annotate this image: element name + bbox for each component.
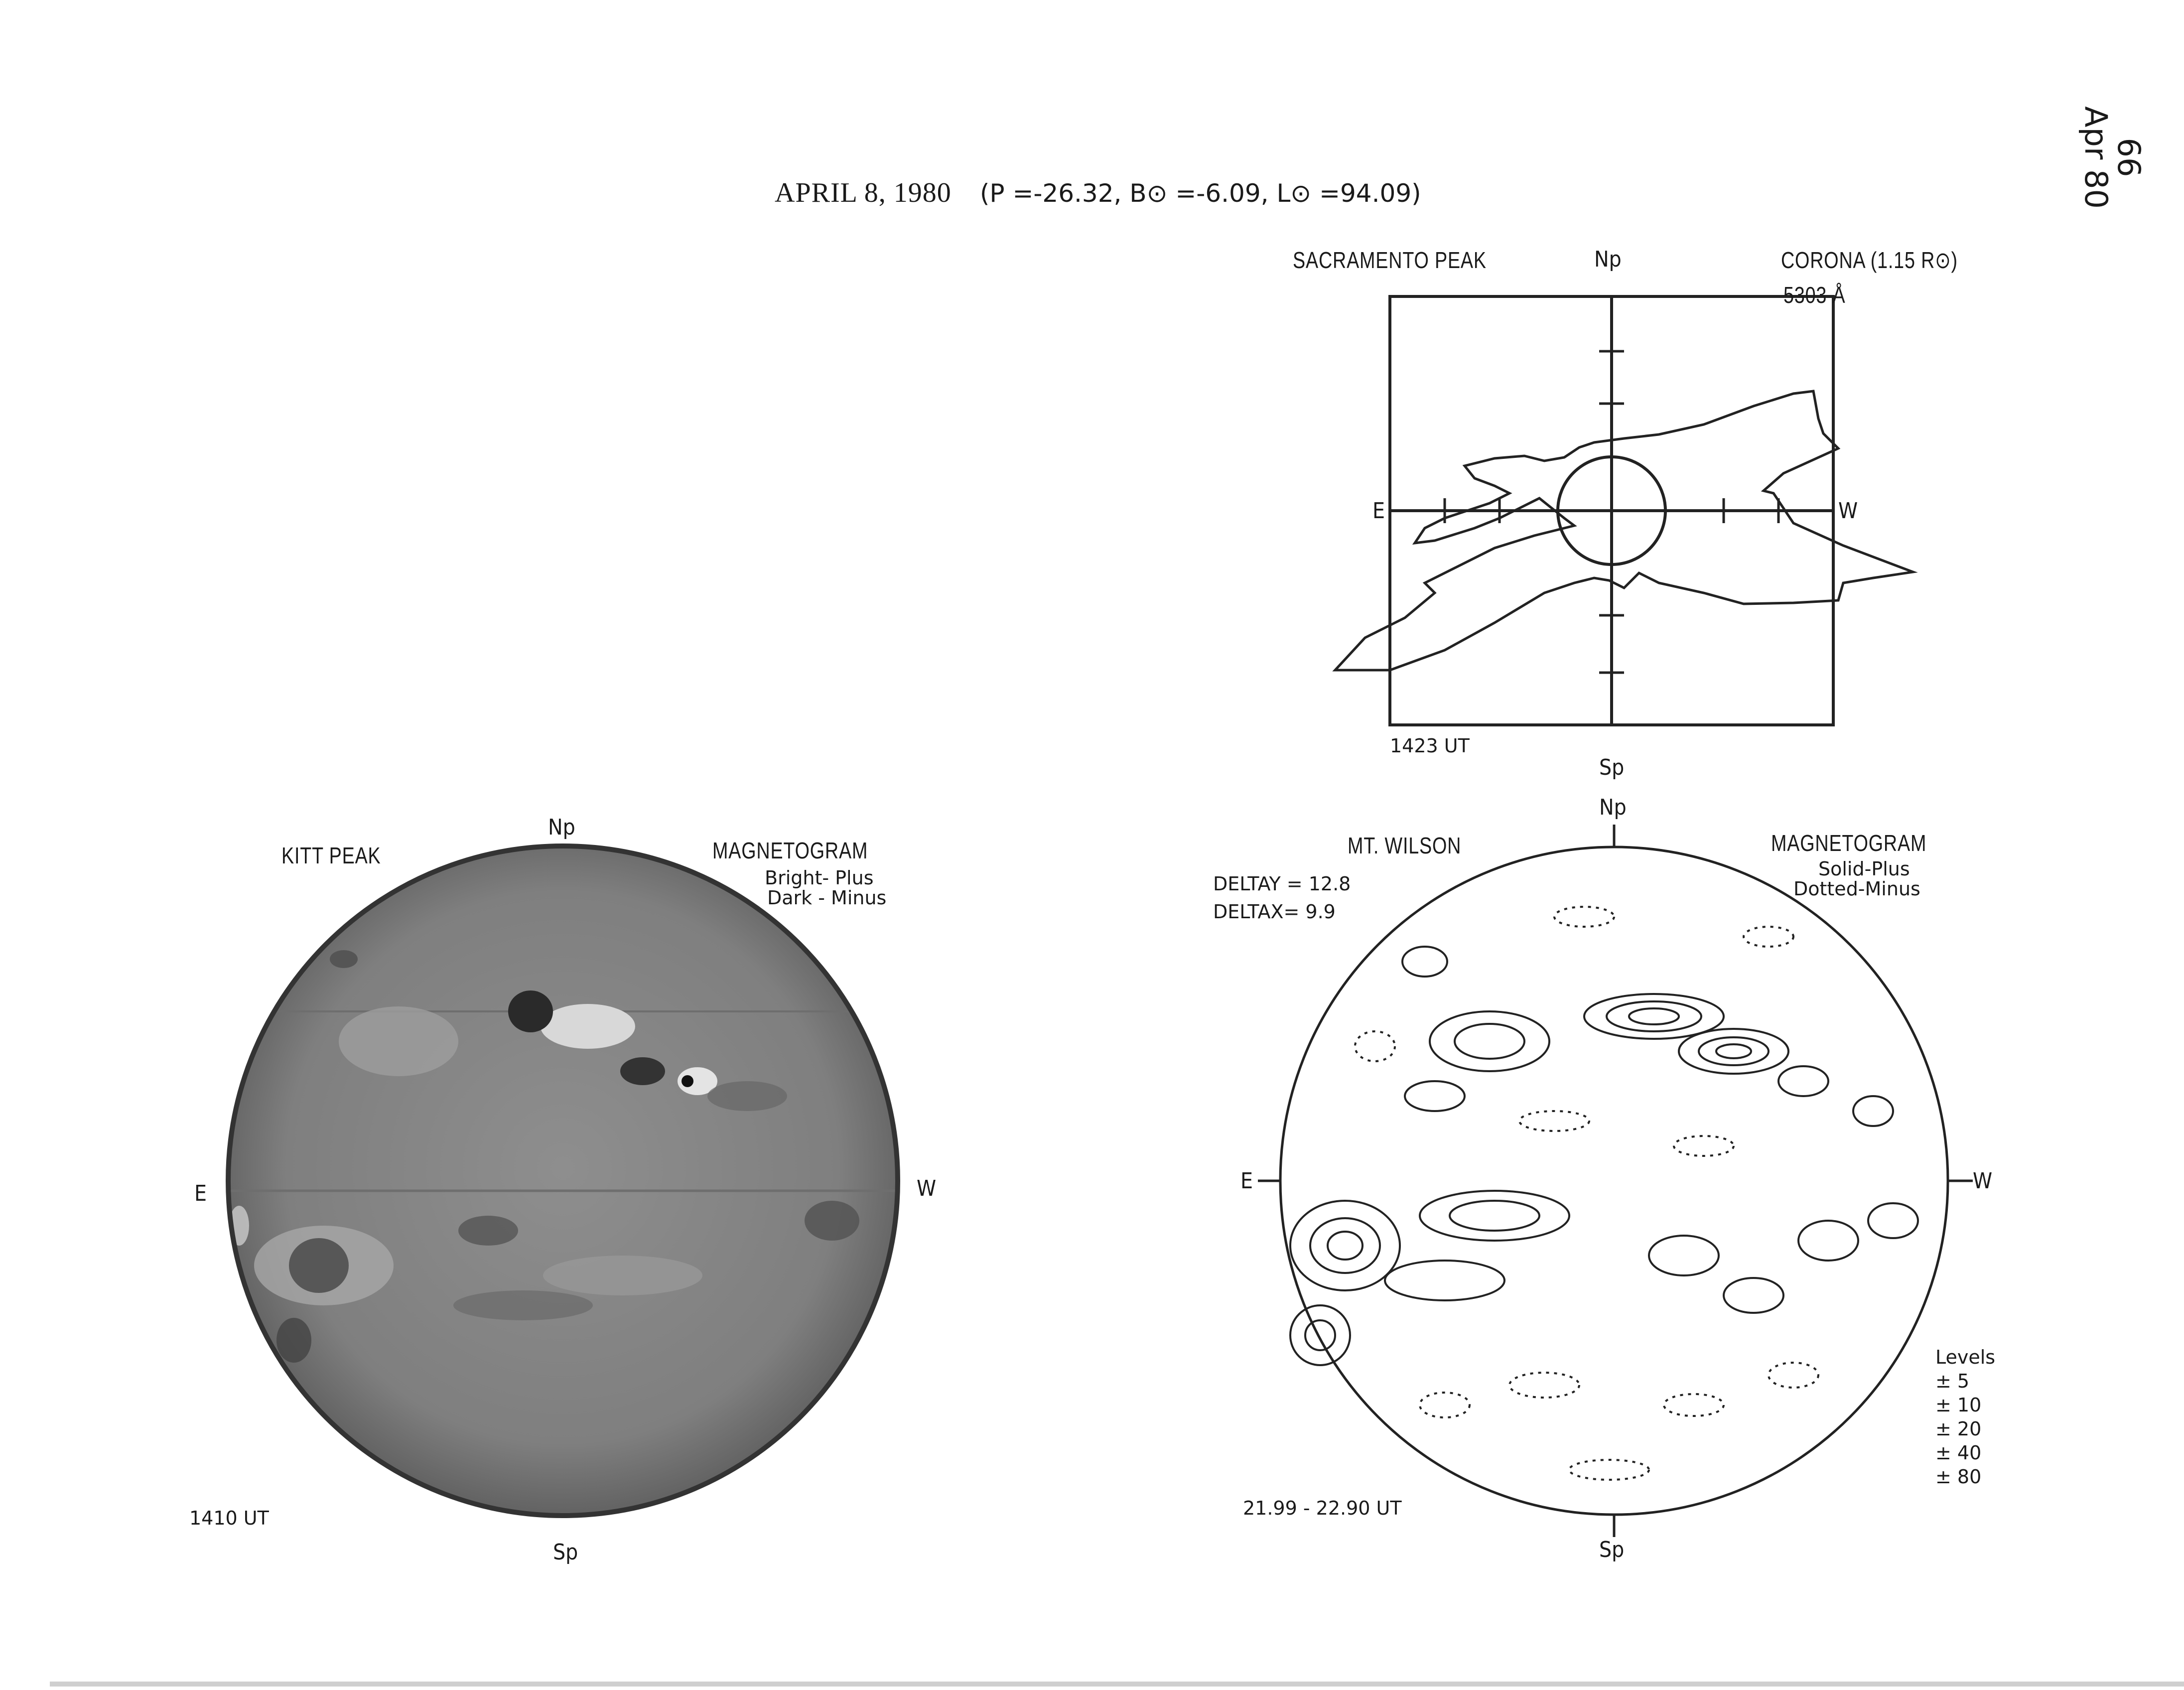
corona-observatory: SACRAMENTO PEAK [1293,247,1487,273]
observation-date: APRIL 8, 1980 [775,177,952,208]
mt-wilson-disk [1258,825,1973,1537]
mt-wilson-time: 21.99 - 22.90 UT [1243,1497,1402,1519]
mt-wilson-west-label: W [1973,1168,1993,1194]
corona-north-label: Np [1594,247,1622,272]
mt-wilson-deltax: DELTAX= 9.9 [1213,901,1336,923]
level-3: ± 20 [1935,1418,1982,1440]
corona-plot [1335,296,1913,725]
mt-wilson-limb [1280,847,1948,1515]
corona-outline [1335,391,1913,670]
kitt-peak-disk [224,846,902,1516]
mt-wilson-levels [1935,1345,1995,1489]
mt-wilson-legend-plus: Solid-Plus [1818,858,1910,880]
kitt-peak-observatory: KITT PEAK [281,843,381,868]
kitt-peak-north-label: Np [548,815,575,840]
mt-wilson-observatory: MT. WILSON [1348,833,1462,858]
mt-wilson-south-label: Sp [1599,1537,1625,1562]
mt-wilson-title: MAGNETOGRAM [1771,830,1927,856]
kitt-peak-south-label: Sp [553,1540,578,1565]
corona-title: CORONA (1.15 R⊙) [1781,247,1958,273]
corona-west-label: W [1838,498,1858,524]
kitt-peak-time: 1410 UT [189,1507,269,1529]
level-1: ± 5 [1935,1370,1970,1392]
corona-east-label: E [1372,498,1385,524]
level-2: ± 10 [1935,1394,1982,1416]
kitt-peak-east-label: E [194,1181,207,1206]
kitt-peak-title: MAGNETOGRAM [712,838,868,863]
mt-wilson-contours [1290,947,1918,1365]
kitt-peak-west-label: W [917,1176,937,1201]
mt-wilson-legend-minus: Dotted-Minus [1793,878,1920,900]
level-5: ± 80 [1935,1466,1982,1488]
solar-parameters: (P =-26.32, B⊙ =-6.09, L⊙ =94.09) [979,179,1421,208]
page-number: 66 [2111,138,2147,177]
level-4: ± 40 [1935,1442,1982,1464]
page-date: Apr 80 [2078,106,2114,209]
mt-wilson-north-label: Np [1599,795,1627,820]
corona-south-label: Sp [1599,755,1625,780]
kitt-peak-disk-image [228,846,898,1516]
mt-wilson-dotted-contours [1355,907,1818,1480]
mt-wilson-deltay: DELTAY = 12.8 [1213,873,1351,895]
levels-title: Levels [1935,1346,1996,1368]
mt-wilson-east-label: E [1240,1168,1253,1194]
kitt-peak-legend-plus: Bright- Plus [765,867,874,889]
corona-time: 1423 UT [1390,735,1470,757]
kitt-peak-legend-minus: Dark - Minus [767,887,887,909]
corona-wavelength: 5303 Å [1783,282,1846,308]
